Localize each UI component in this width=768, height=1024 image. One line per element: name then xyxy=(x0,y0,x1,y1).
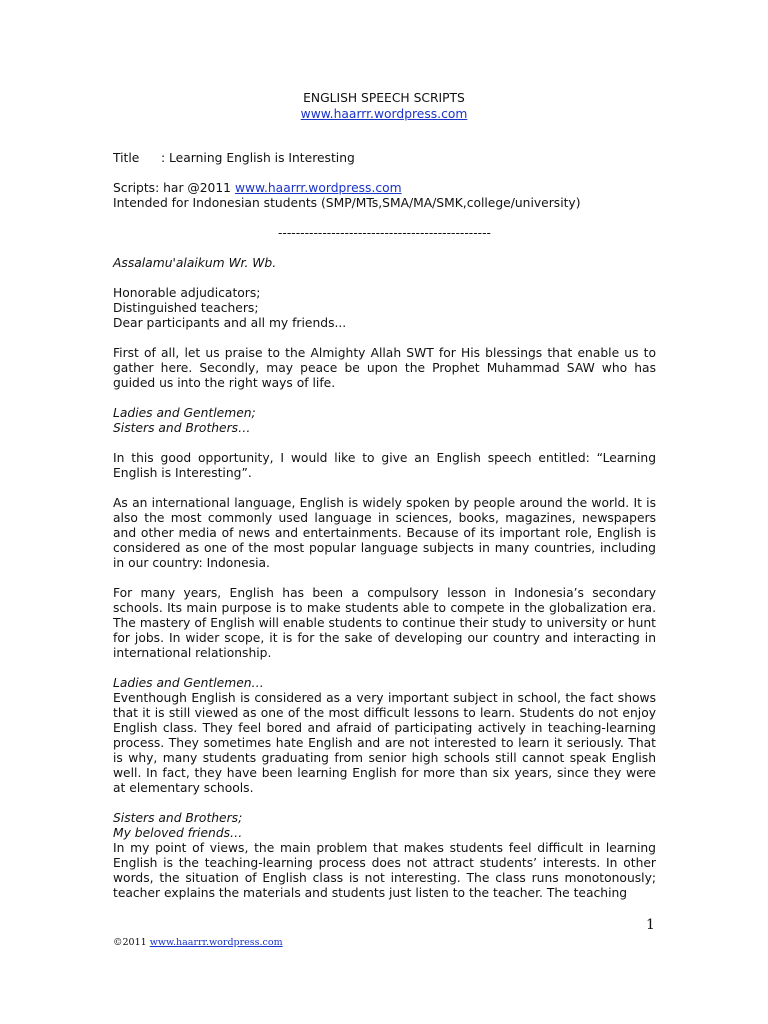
page-footer xyxy=(113,935,283,950)
salutation-line: Ladies and Gentlemen; xyxy=(113,406,256,420)
salutation-3 xyxy=(113,811,656,841)
document-header xyxy=(0,90,768,122)
footer-url-link[interactable]: www.haarrr.wordpress.com xyxy=(149,937,283,948)
salutation-line: My beloved friends… xyxy=(113,826,243,840)
paragraph-2: In this good opportunity, I would like to give an English speech entitled: “Learning English is Interesting”. xyxy=(113,451,656,480)
salutation-2: Ladies and Gentlemen… xyxy=(113,676,264,690)
paragraph-3: As an international language, English is widely spoken by people around the world. It is also the most commonly used language in sciences, books, magazines, newspapers and other media of news and entertainments. Because of its important role, English is considered as one of the most popular language subjects in many countries, including in our country: Indonesia. xyxy=(113,496,656,570)
document-body xyxy=(113,151,656,916)
intended-line: Intended for Indonesian students (SMP/MTs,SMA/MA/SMK,college/university) xyxy=(113,196,581,210)
paragraph-5: Eventhough English is considered as a very important subject in school, the fact shows that it is still viewed as one of the most difficult lessons to learn. Students do not enjoy English class. They feel bored and afraid of participating actively in teaching-learning process. They sometimes hate English and are not interested to learn it seriously. That is why, many students graduating from senior high schools still cannot speak English well. In fact, they have been learning English for more than six years, since they were at elementary schools. xyxy=(113,691,656,795)
salutation-1 xyxy=(113,406,656,436)
document-title: ENGLISH SPEECH SCRIPTS xyxy=(303,91,465,105)
title-value: : Learning English is Interesting xyxy=(161,151,355,165)
title-line xyxy=(113,151,656,166)
paragraph-6: In my point of views, the main problem that makes students feel difficult in learning English is the teaching-learning process does not attract students’ interests. In other words, the situation of English class is not interesting. The class runs monotonously; teacher explains the materials and students just listen to the teacher. The teaching xyxy=(113,841,656,900)
paragraph-1: First of all, let us praise to the Almighty Allah SWT for His blessings that enable us to gather here. Secondly, may peace be upon the Prophet Muhammad SAW who has guided us into the right ways of life. xyxy=(113,346,656,390)
paragraph-4: For many years, English has been a compulsory lesson in Indonesia’s secondary schools. Its main purpose is to make students able to compete in the globalization era. The mastery of English will enable students to continue their study to university or hunt for jobs. In wider scope, it is for the sake of developing our country and interacting in international relationship. xyxy=(113,586,656,660)
address-block xyxy=(113,286,656,331)
salutation-line: Sisters and Brothers… xyxy=(113,421,251,435)
greeting: Assalamu'alaikum Wr. Wb. xyxy=(113,256,277,270)
scripts-url-link[interactable]: www.haarrr.wordpress.com xyxy=(234,181,402,195)
salutation-line: Sisters and Brothers; xyxy=(113,811,243,825)
scripts-line xyxy=(113,181,656,196)
address-line: Distinguished teachers; xyxy=(113,301,259,315)
header-url-link[interactable]: www.haarrr.wordpress.com xyxy=(300,107,468,121)
scripts-label: Scripts: har @2011 xyxy=(113,181,232,195)
page-number: 1 xyxy=(646,917,655,933)
address-line: Dear participants and all my friends... xyxy=(113,316,347,330)
title-label: Title xyxy=(113,151,140,165)
address-line: Honorable adjudicators; xyxy=(113,286,261,300)
separator-line: ------------------------------------------------ xyxy=(278,226,491,240)
footer-copyright: ©2011 xyxy=(113,937,147,948)
